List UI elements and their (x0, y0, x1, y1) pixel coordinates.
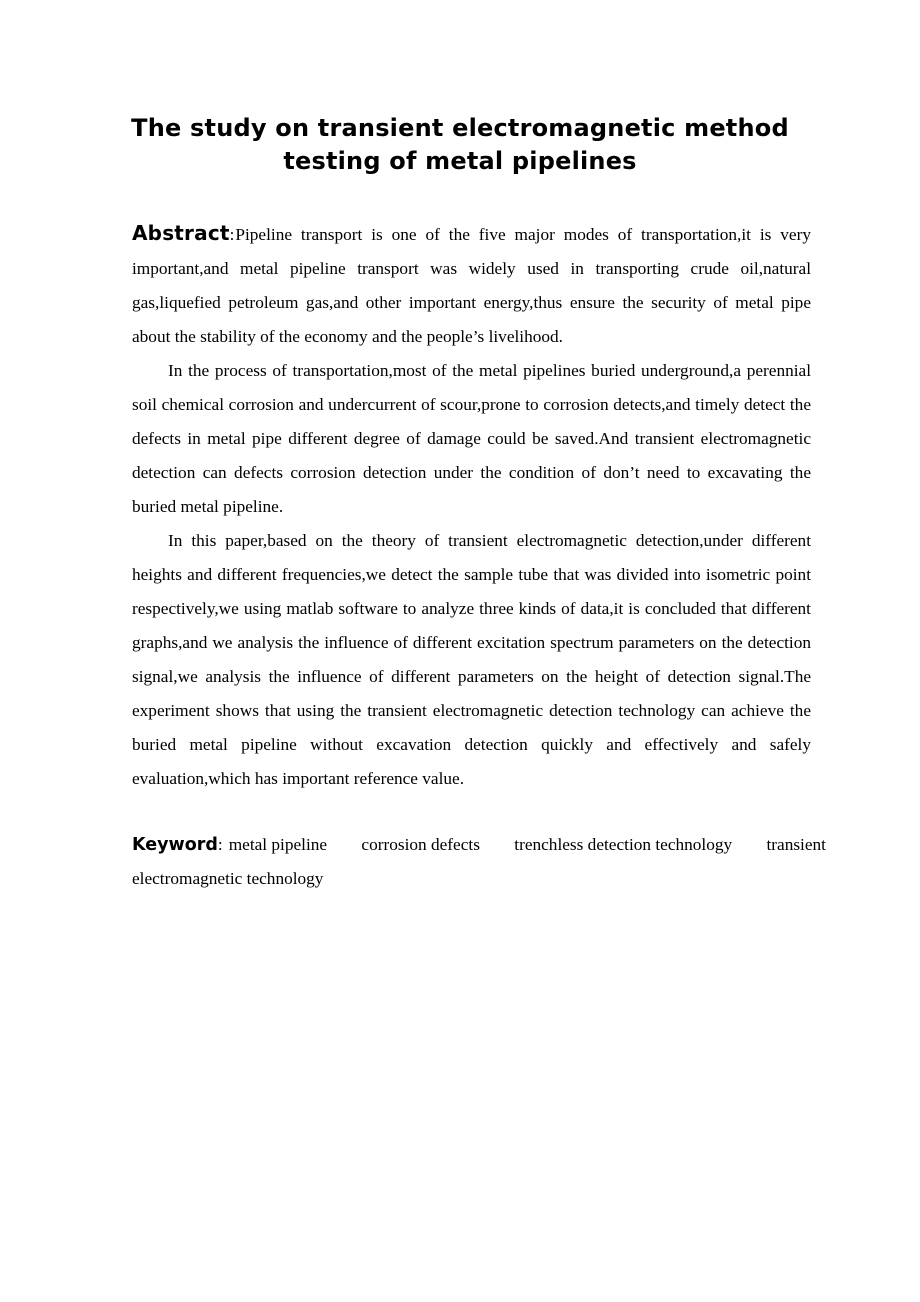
paper-title-line-2: testing of metal pipelines (283, 147, 637, 175)
keyword-item: trenchless detection technology (514, 835, 733, 854)
paper-title (110, 112, 810, 178)
abstract-paragraph-2: In the process of transportation,most of the metal pipelines buried underground,a perennial soil chemical corrosion and undercurrent of scour,prone to corrosion detects,and timely detect the defects in metal pipe different degree of damage could be saved.And transient electromagnetic detection can defects corrosion detection under the condition of don’t need to excavating the buried metal pipeline. (132, 361, 811, 516)
abstract-colon: : (229, 225, 235, 244)
keywords-label: Keyword (132, 835, 218, 855)
abstract-paragraph-1-text: Pipeline transport is one of the five major modes of transportation,it is very important,and metal pipeline transport was widely used in transporting crude oil,natural gas,liquefied petroleum gas,and other important energy,thus ensure the security of metal pipe about the stability of the economy and the people’s livelihood. (132, 225, 811, 346)
abstract-section (132, 216, 811, 796)
keyword-item-continuation: electromagnetic technology (132, 869, 324, 888)
abstract-paragraph-3: In this paper,based on the theory of transient electromagnetic detection,under different heights and different frequencies,we detect the sample tube that was divided into isometric point respectively,we using matlab software to analyze three kinds of data,it is concluded that different graphs,and we analysis the influence of different excitation spectrum parameters on the detection signal,we analysis the influence of different parameters on the height of detection signal.The experiment shows that using the transient electromagnetic detection technology can achieve the buried metal pipeline without excavation detection quickly and effectively and safely evaluation,which has important reference value. (132, 531, 811, 788)
abstract-label: Abstract (132, 221, 230, 245)
keywords-colon: : (217, 835, 223, 854)
abstract-paragraph-1 (132, 216, 811, 354)
paper-title-line-1: The study on transient electromagnetic method (131, 114, 789, 142)
keywords-lead (132, 828, 327, 862)
keyword-item: corrosion defects (361, 835, 480, 854)
keyword-item: metal pipeline (228, 835, 328, 854)
keywords-line-1 (132, 828, 826, 862)
keyword-item: transient (766, 835, 826, 854)
keywords-section (132, 828, 832, 896)
